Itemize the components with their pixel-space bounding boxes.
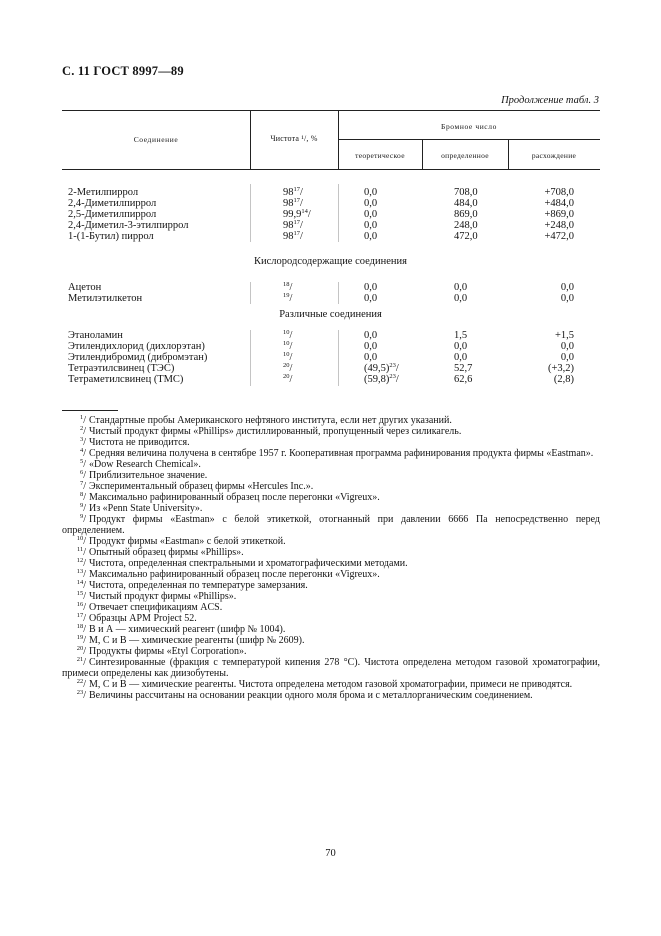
discrepancy-value: 0,0 <box>560 282 574 293</box>
footnote-number: 20 <box>76 645 84 652</box>
footnote-text: Приблизительное значение. <box>89 470 208 481</box>
discrepancy-value: 0,0 <box>560 352 574 363</box>
footnote-text: Образцы АРМ Project 52. <box>89 613 197 624</box>
footnote-marker: $^2$/ <box>79 425 86 437</box>
theoretical-value: $(59,8)^{23}/$ <box>364 373 399 385</box>
compound-name: Этилендихлорид (дихлорэтан) <box>68 341 205 352</box>
footnote <box>62 569 600 580</box>
footnote-number: 18 <box>76 623 84 630</box>
section-title: Различные соединения <box>279 309 382 320</box>
footnote-number: 17 <box>76 612 84 619</box>
footnote-text: Максимально рафинированный образец после перегонки «Vigreux». <box>89 492 380 503</box>
discrepancy-value: (2,8) <box>553 374 574 385</box>
table-header <box>62 110 600 170</box>
footnote-marker: $^6$/ <box>79 469 86 481</box>
footnote <box>62 591 600 602</box>
compound-name: Метилэтилкетон <box>68 293 143 304</box>
purity-footnote-ref: 14 <box>301 208 308 215</box>
footnote-number: 19 <box>76 634 84 641</box>
col-determined-header: определенное <box>441 151 489 160</box>
column-guide <box>338 282 339 304</box>
theoretical-value: 0,0 <box>364 330 378 341</box>
footnote-text: Опытный образец фирмы «Phillips». <box>89 547 244 558</box>
purity-cell: $^{18}$/ <box>283 281 293 293</box>
footnote-marker: $^3$/ <box>79 436 86 448</box>
theoretical-value: 0,0 <box>364 293 378 304</box>
footnote <box>62 657 600 679</box>
theoretical-value: 0,0 <box>364 352 378 363</box>
footnote <box>62 437 600 448</box>
purity-cell: $^{10}$/ <box>283 329 293 341</box>
footnote-text: Чистота не приводится. <box>89 437 190 448</box>
compound-name: 1-(1-Бутил) пиррол <box>68 231 154 242</box>
purity-footnote-ref: 10 <box>283 340 290 347</box>
footnote <box>62 547 600 558</box>
determined-value: 0,0 <box>454 293 468 304</box>
discrepancy-value: 0,0 <box>560 341 574 352</box>
rule-top <box>62 110 600 111</box>
theoretical-footnote-ref: 23 <box>389 362 396 369</box>
column-guide <box>250 184 251 242</box>
rule-bromine-sub <box>338 139 600 140</box>
discrepancy-value: +472,0 <box>544 231 574 242</box>
running-header: С. 11 ГОСТ 8997—89 <box>62 64 184 78</box>
col-discrepancy-header: расхождение <box>531 151 577 160</box>
compound-name: 2-Метилпиррол <box>68 187 139 198</box>
footnote-number: 15 <box>76 590 84 597</box>
col-compound-header: Соединение <box>133 135 179 144</box>
purity-cell: $^{10}$/ <box>283 340 293 352</box>
footnote-marker: $^{19}$/ <box>76 634 86 646</box>
footnote <box>62 415 600 426</box>
footnote-number: 16 <box>76 601 84 608</box>
determined-value: 52,7 <box>454 363 473 374</box>
discrepancy-value: +869,0 <box>544 209 574 220</box>
determined-value: 0,0 <box>454 282 468 293</box>
footnote-text: Продукт фирмы «Eastman» с белой этикеткой, отогнанный при давлении 6666 Па непосредственно перед определением. <box>62 514 600 536</box>
purity-cell: $98^{17}/$ <box>283 186 303 198</box>
footnote-number: 22 <box>76 678 84 685</box>
discrepancy-value: +708,0 <box>544 187 574 198</box>
rule-vertical <box>338 110 339 170</box>
compound-name: Этилендибромид (дибромэтан) <box>68 352 208 363</box>
footnote-text: В и А — химический реагент (шифр № 1004). <box>89 624 286 635</box>
purity-footnote-ref: 17 <box>293 197 300 204</box>
theoretical-value: 0,0 <box>364 231 378 242</box>
theoretical-value: 0,0 <box>364 220 378 231</box>
footnote-text: «Dow Research Chemical». <box>89 459 201 470</box>
footnote <box>62 459 600 470</box>
footnote-text: Чистота, определенная по температуре замерзания. <box>89 580 308 591</box>
footnote <box>62 580 600 591</box>
purity-cell: $^{20}$/ <box>283 373 293 385</box>
footnote-text: Стандартные пробы Американского нефтяного института, если нет других указаний. <box>89 415 452 426</box>
discrepancy-value: +248,0 <box>544 220 574 231</box>
footnote-number: 23 <box>76 689 84 696</box>
purity-footnote-ref: 10 <box>283 351 290 358</box>
purity-footnote-ref: 17 <box>293 230 300 237</box>
purity-cell: $^{19}$/ <box>283 292 293 304</box>
footnote-marker: $^{18}$/ <box>76 623 86 635</box>
footnote-text: Чистота, определенная спектральными и хроматографическими методами. <box>89 558 408 569</box>
footnote <box>62 426 600 437</box>
footnote <box>62 635 600 646</box>
compound-name: Ацетон <box>68 282 102 293</box>
determined-value: 62,6 <box>454 374 473 385</box>
page-number: 70 <box>325 848 336 859</box>
footnote-marker: $^{17}$/ <box>76 612 86 624</box>
footnote <box>62 624 600 635</box>
determined-value: 484,0 <box>454 198 478 209</box>
footnote-number: 4 <box>79 447 84 454</box>
table-row <box>0 352 661 363</box>
discrepancy-value: 0,0 <box>560 293 574 304</box>
footnote-number: 9 <box>79 513 84 520</box>
footnote-text: Продукт фирмы «Eastman» с белой этикеткой. <box>89 536 286 547</box>
footnote-text: Максимально рафинированный образец после перегонки «Vigreux». <box>89 569 380 580</box>
compound-name: Тетраметилсвинец (ТМС) <box>68 374 184 385</box>
footnote-marker: $^4$/ <box>79 447 86 459</box>
compound-name: 2,4-Диметил-3-этилпиррол <box>68 220 189 231</box>
purity-cell: $98^{17}/$ <box>283 230 303 242</box>
table-row <box>0 187 661 198</box>
column-guide <box>250 330 251 386</box>
footnote-text: Величины рассчитаны на основании реакции одного моля брома и с металлорганическим соединением. <box>89 690 533 701</box>
footnote-number: 7 <box>79 480 84 487</box>
footnote-number: 14 <box>76 579 84 586</box>
purity-cell: $^{10}$/ <box>283 351 293 363</box>
purity-footnote-ref: 20 <box>283 362 290 369</box>
footnote-number: 1 <box>79 414 84 421</box>
theoretical-value: 0,0 <box>364 198 378 209</box>
footnote-marker: $^{22}$/ <box>76 678 86 690</box>
footnote-number: 10 <box>76 535 84 542</box>
footnote-text: Отвечает спецификациям ACS. <box>89 602 223 613</box>
footnote-text: Продукты фирмы «Etyl Corporation». <box>89 646 247 657</box>
table-row <box>0 341 661 352</box>
purity-cell: $98^{17}/$ <box>283 219 303 231</box>
footnote-text: Чистый продукт фирмы «Phillips» дистиллированный, пропущенный через силикагель. <box>89 426 462 437</box>
footnote <box>62 503 600 514</box>
compound-name: 2,4-Диметилпиррол <box>68 198 157 209</box>
determined-value: 1,5 <box>454 330 468 341</box>
purity-footnote-ref: 20 <box>283 373 290 380</box>
table-row <box>0 231 661 242</box>
footnote-text: Средняя величина получена в сентябре 1957 г. Кооперативная программа рафинирования продукта фирмы «Eastman». <box>89 448 594 459</box>
table-continuation-label: Продолжение табл. 3 <box>501 95 599 106</box>
footnote <box>62 602 600 613</box>
purity-footnote-ref: 19 <box>283 292 290 299</box>
footnote-separator <box>62 410 118 411</box>
footnote-text: Чистый продукт фирмы «Phillips». <box>89 591 237 602</box>
footnote <box>62 679 600 690</box>
footnote-text: М, С и В — химические реагенты (шифр № 2609). <box>89 635 305 646</box>
purity-footnote-ref: 10 <box>283 329 290 336</box>
footnote-marker: $^{20}$/ <box>76 645 86 657</box>
footnote <box>62 470 600 481</box>
purity-footnote-ref: 18 <box>283 281 290 288</box>
compound-name: Этаноламин <box>68 330 123 341</box>
determined-value: 0,0 <box>454 352 468 363</box>
theoretical-value: 0,0 <box>364 282 378 293</box>
footnote-number: 3 <box>79 436 84 443</box>
footnote <box>62 613 600 624</box>
rule-header-bottom <box>62 169 600 170</box>
discrepancy-value: (+3,2) <box>547 363 574 374</box>
footnote-number: 12 <box>76 557 84 564</box>
col-purity-header: Чистота ¹/, % <box>270 134 318 143</box>
table-row <box>0 330 661 341</box>
col-theoretical-header: теоретическое <box>355 151 405 160</box>
compound-name: Тетраэтилсвинец (ТЭС) <box>68 363 175 374</box>
theoretical-value: $(49,5)^{23}/$ <box>364 362 399 374</box>
purity-cell: $98^{17}/$ <box>283 197 303 209</box>
theoretical-value: 0,0 <box>364 187 378 198</box>
determined-value: 472,0 <box>454 231 478 242</box>
footnote-marker: $^5$/ <box>79 458 86 470</box>
footnote-number: 21 <box>76 656 84 663</box>
footnote <box>62 492 600 503</box>
discrepancy-value: +484,0 <box>544 198 574 209</box>
table-row <box>0 209 661 220</box>
footnote-marker: $^9$/ <box>79 502 86 514</box>
table-row <box>0 374 661 385</box>
footnote <box>62 690 600 701</box>
footnote <box>62 558 600 569</box>
table-row <box>0 293 661 304</box>
footnote-marker: $^{13}$/ <box>76 568 86 580</box>
theoretical-footnote-ref: 23 <box>389 373 396 380</box>
col-bromine-header: Бромное число <box>441 122 497 131</box>
footnote <box>62 536 600 547</box>
footnote-marker: $^1$/ <box>79 414 86 426</box>
footnote-marker: $^{16}$/ <box>76 601 86 613</box>
purity-footnote-ref: 17 <box>293 219 300 226</box>
footnote-number: 11 <box>76 546 84 553</box>
table-row <box>0 198 661 209</box>
compound-name: 2,5-Диметилпиррол <box>68 209 157 220</box>
determined-value: 869,0 <box>454 209 478 220</box>
section-title: Кислородсодержащие соединения <box>254 256 407 267</box>
footnote-marker: $^9$/ <box>79 513 86 525</box>
footnote-marker: $^{21}$/ <box>76 656 86 668</box>
purity-footnote-ref: 17 <box>293 186 300 193</box>
footnote <box>62 646 600 657</box>
determined-value: 248,0 <box>454 220 478 231</box>
footnote-marker: $^{15}$/ <box>76 590 86 602</box>
footnote-marker: $^{11}$/ <box>76 546 86 558</box>
footnote-marker: $^8$/ <box>79 491 86 503</box>
table-row <box>0 282 661 293</box>
footnote <box>62 514 600 536</box>
footnote-number: 6 <box>79 469 84 476</box>
table-row <box>0 220 661 231</box>
determined-value: 708,0 <box>454 187 478 198</box>
column-guide <box>338 330 339 386</box>
footnote-number: 2 <box>79 425 84 432</box>
table-row <box>0 363 661 374</box>
footnote-text: М, С и В — химические реагенты. Чистота определена методом газовой хроматографии, примеси не приводятся. <box>89 679 573 690</box>
footnote-text: Синтезированные (фракция с температурой кипения 278 °С). Чистота определена методом газовой хроматографии, примеси определены как диизобутены. <box>62 657 600 679</box>
footnote-marker: $^{10}$/ <box>76 535 86 547</box>
footnote-marker: $^7$/ <box>79 480 86 492</box>
determined-value: 0,0 <box>454 341 468 352</box>
footnote <box>62 448 600 459</box>
footnote-marker: $^{14}$/ <box>76 579 86 591</box>
footnote-marker: $^{12}$/ <box>76 557 86 569</box>
footnote-text: Из «Penn State University». <box>89 503 203 514</box>
purity-cell: $^{20}$/ <box>283 362 293 374</box>
footnote-number: 13 <box>76 568 84 575</box>
footnote <box>62 481 600 492</box>
theoretical-value: 0,0 <box>364 209 378 220</box>
footnote-number: 8 <box>79 491 84 498</box>
column-guide <box>250 282 251 304</box>
footnote-number: 9 <box>79 502 84 509</box>
theoretical-value: 0,0 <box>364 341 378 352</box>
purity-cell: 99,9$^{14}$/ <box>283 208 311 220</box>
footnote-marker: $^{23}$/ <box>76 689 86 701</box>
footnote-text: Экспериментальный образец фирмы «Hercules Inc.». <box>89 481 314 492</box>
footnote-number: 5 <box>79 458 84 465</box>
discrepancy-value: +1,5 <box>554 330 574 341</box>
column-guide <box>338 184 339 242</box>
